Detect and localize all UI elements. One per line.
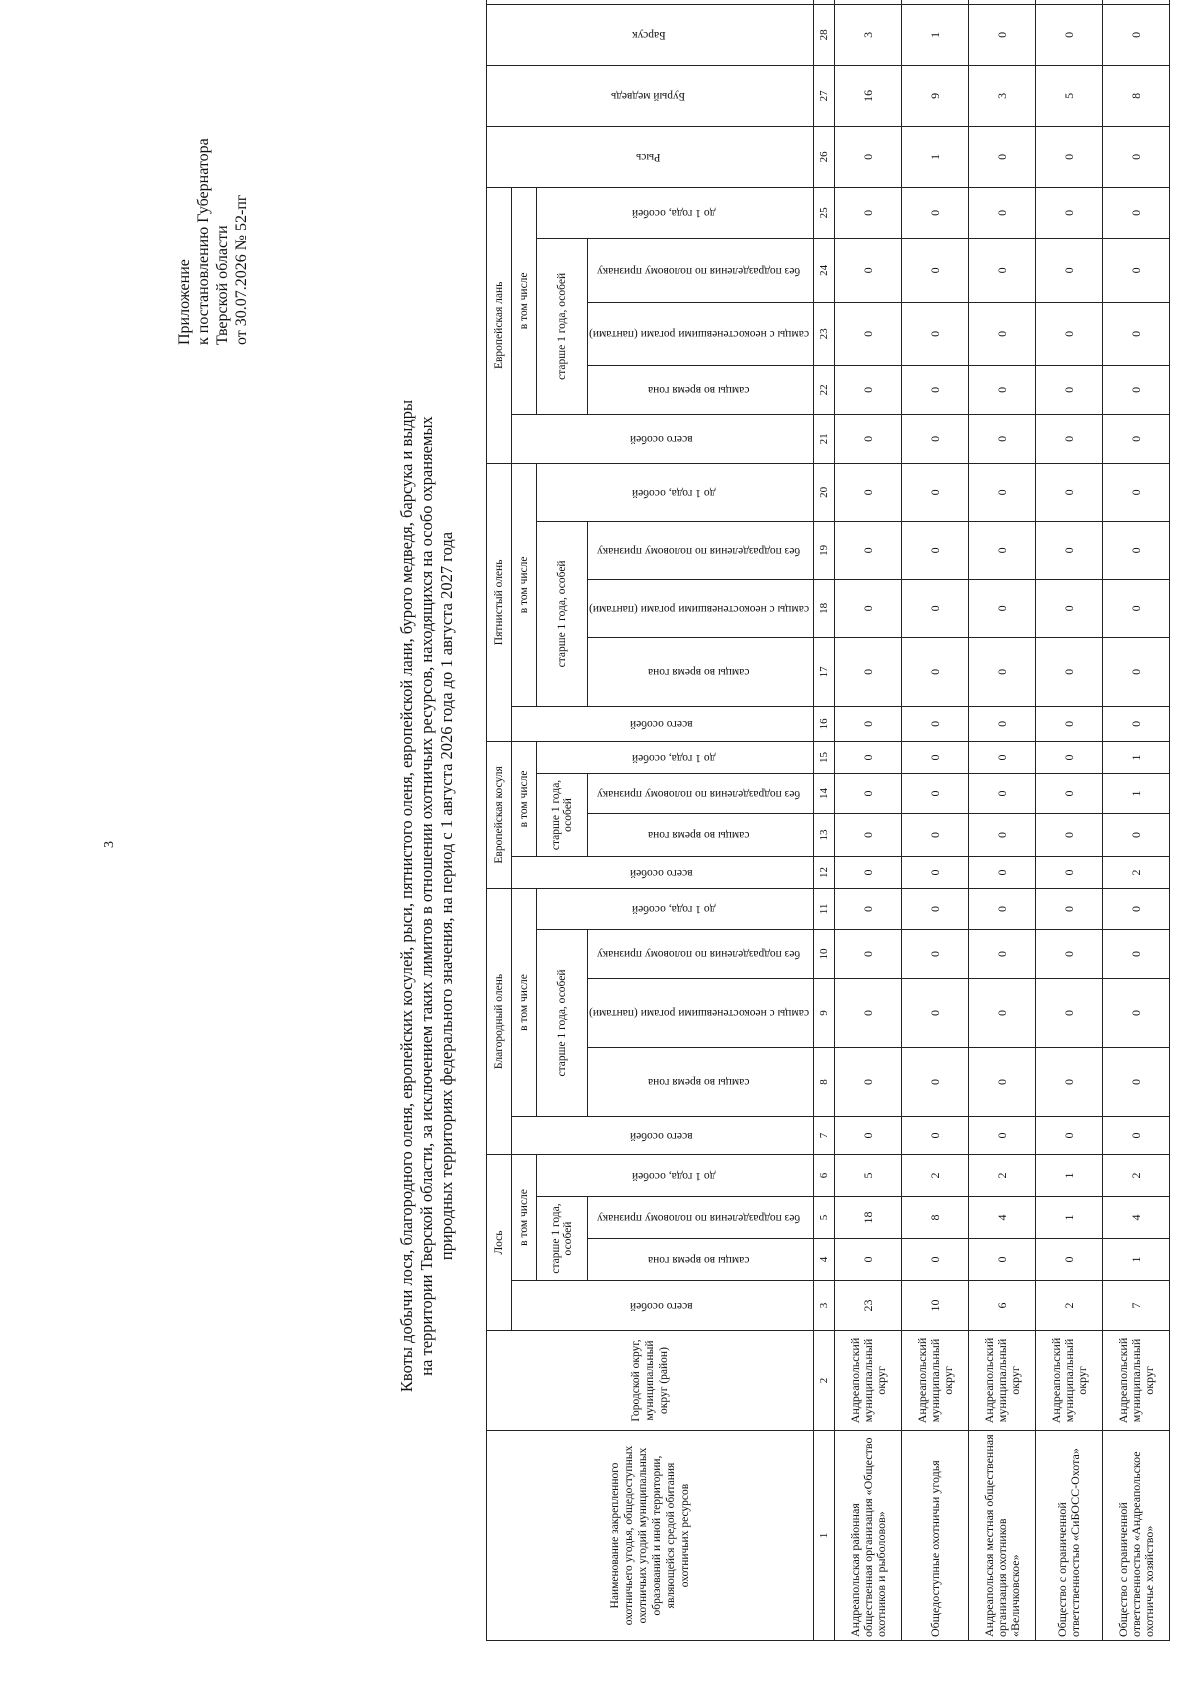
quota-value: 0 <box>1036 813 1103 856</box>
header-sika-deer-older: старше 1 года, особей <box>537 521 588 706</box>
quota-value: 0 <box>835 929 902 978</box>
header-sika-deer-under-one: до 1 года, особей <box>537 463 814 521</box>
quota-value: 0 <box>1036 126 1103 187</box>
quota-value: 0 <box>902 773 969 813</box>
quota-value: 0 <box>1103 813 1170 856</box>
quota-value: 6 <box>969 1281 1036 1331</box>
quota-value: 0 <box>902 521 969 579</box>
quota-value: 1 <box>902 4 969 65</box>
quota-value: 0 <box>969 1239 1036 1281</box>
quota-value: 0 <box>969 978 1036 1047</box>
quota-value: 0 <box>969 741 1036 773</box>
column-number: 18 <box>814 579 835 637</box>
quota-value: 0 <box>835 521 902 579</box>
column-number: 14 <box>814 773 835 813</box>
quota-value: 0 <box>1036 1116 1103 1154</box>
header-fallow-deer-including: в том числе <box>512 187 537 414</box>
title-line: на территории Тверской области, за исключением таких лимитов в отношении охотничьих ресурсов, находящихся на особо охраняемых <box>417 416 436 1376</box>
header-badger: Барсук <box>487 4 814 65</box>
quota-value: 4 <box>969 1197 1036 1239</box>
quota-value: 0 <box>902 856 969 888</box>
quota-value: 2 <box>1103 856 1170 888</box>
column-number: 17 <box>814 637 835 706</box>
quota-value: 0 <box>1036 463 1103 521</box>
column-number: 27 <box>814 65 835 126</box>
district-name: Андреапольский муниципальный округ <box>1103 1331 1170 1431</box>
quota-value: 0 <box>969 365 1036 414</box>
hunting-ground-name: Андреапольская районная общественная организация «Общество охотников и рыболовов» <box>835 1431 902 1641</box>
quota-value: 8 <box>902 1197 969 1239</box>
quota-value: 0 <box>835 637 902 706</box>
quota-value: 0 <box>1103 521 1170 579</box>
quota-value: 3 <box>969 65 1036 126</box>
table-row <box>969 0 1036 1641</box>
column-number: 24 <box>814 238 835 302</box>
title-line: Квоты добычи лося, благородного оленя, европейских косулей, рыси, пятнистого оленя, европейской лани, бурого медведя, барсука и выдры <box>397 399 416 1393</box>
quota-value: 10 <box>902 1281 969 1331</box>
header-moose-older: старше 1 года, особей <box>537 1197 588 1281</box>
header-fallow-deer-no-sex: без подразделения по половому признаку <box>588 238 814 302</box>
quota-value: 1 <box>902 126 969 187</box>
quota-value: 0 <box>1036 637 1103 706</box>
quota-value <box>1103 0 1170 4</box>
hunting-ground-name: Общедоступные охотничьи угодья <box>902 1431 969 1641</box>
title-line: природных территориях федерального значения, на период с 1 августа 2026 года до 1 августа 2027 года <box>437 531 456 1261</box>
quota-value: 0 <box>1103 238 1170 302</box>
quota-value: 0 <box>969 1116 1036 1154</box>
column-number: 20 <box>814 463 835 521</box>
table-row <box>902 0 969 1641</box>
quota-value: 0 <box>1103 365 1170 414</box>
column-number: 23 <box>814 302 835 365</box>
quota-value: 0 <box>902 579 969 637</box>
column-number: 4 <box>814 1239 835 1281</box>
quota-value: 0 <box>1103 978 1170 1047</box>
header-roe-deer-older: старше 1 года, особей <box>537 773 588 856</box>
column-number: 26 <box>814 126 835 187</box>
quota-value: 0 <box>1103 637 1170 706</box>
header-sika-deer-antler-males: самцы с неокостеневшими рогами (пантами) <box>588 579 814 637</box>
quota-value: 1 <box>1103 741 1170 773</box>
district-name: Андреапольский муниципальный округ <box>835 1331 902 1431</box>
quota-value: 0 <box>1103 302 1170 365</box>
hunting-ground-name: Общество с ограниченной ответственностью «СиБОСС-Охота» <box>1036 1431 1103 1641</box>
column-number: 21 <box>814 414 835 463</box>
quota-value: 0 <box>902 741 969 773</box>
quota-value: 0 <box>969 773 1036 813</box>
district-name: Андреапольский муниципальный округ <box>902 1331 969 1431</box>
quota-value: 0 <box>1036 741 1103 773</box>
column-number: 13 <box>814 813 835 856</box>
quota-value: 0 <box>969 813 1036 856</box>
column-number <box>814 0 835 4</box>
header-fallow-deer-total: всего особей <box>512 414 814 463</box>
quota-value: 0 <box>969 888 1036 929</box>
quota-value: 0 <box>835 741 902 773</box>
header-sika-deer: Пятнистый олень <box>487 463 512 741</box>
header-fallow-deer-antler-males: самцы с неокостеневшими рогами (пантами) <box>588 302 814 365</box>
quota-value: 0 <box>835 706 902 741</box>
quota-value: 0 <box>1036 929 1103 978</box>
column-number: 8 <box>814 1047 835 1116</box>
header-red-deer-under-one: до 1 года, особей <box>537 888 814 929</box>
quota-value: 0 <box>902 637 969 706</box>
quota-value: 0 <box>835 888 902 929</box>
header-sika-deer-total: всего особей <box>512 706 814 741</box>
column-number: 1 <box>814 1431 835 1641</box>
quota-value: 0 <box>902 929 969 978</box>
district-name: Андреапольский муниципальный округ <box>969 1331 1036 1431</box>
quota-value: 0 <box>835 238 902 302</box>
quota-value: 0 <box>1103 1047 1170 1116</box>
header-moose-rut-males: самцы во время гона <box>588 1239 814 1281</box>
page-number: 3 <box>102 841 117 848</box>
quota-value: 0 <box>902 706 969 741</box>
header-red-deer: Благородный олень <box>487 888 512 1154</box>
column-number: 16 <box>814 706 835 741</box>
quota-value: 0 <box>1103 187 1170 238</box>
quota-value: 0 <box>1103 1116 1170 1154</box>
quota-value: 0 <box>835 414 902 463</box>
hunting-ground-name: Андреапольская местная общественная организация охотников «Величковское» <box>969 1431 1036 1641</box>
attachment-line: Тверской области <box>214 225 231 345</box>
quota-value: 1 <box>1103 1239 1170 1281</box>
header-fallow-deer: Европейская лань <box>487 187 512 463</box>
column-number: 5 <box>814 1197 835 1239</box>
quota-value: 1 <box>1036 1154 1103 1196</box>
quota-value: 7 <box>1103 1281 1170 1331</box>
quota-value: 0 <box>969 579 1036 637</box>
quota-value: 0 <box>1103 706 1170 741</box>
quota-value: 0 <box>969 414 1036 463</box>
header-moose-including: в том числе <box>512 1154 537 1280</box>
attachment-line: от 30.07.2026 № 52-пг <box>233 194 250 345</box>
header-roe-deer-no-sex: без подразделения по половому признаку <box>588 773 814 813</box>
attachment-line: Приложение <box>176 259 193 345</box>
header-moose-under-one: до 1 года, особей <box>537 1154 814 1196</box>
quota-value: 0 <box>835 813 902 856</box>
column-number: 25 <box>814 187 835 238</box>
quota-value: 0 <box>969 4 1036 65</box>
quota-value: 9 <box>902 65 969 126</box>
quota-value: 0 <box>902 463 969 521</box>
table-row <box>1103 0 1170 1641</box>
quota-value: 0 <box>1036 888 1103 929</box>
quota-value: 8 <box>1103 65 1170 126</box>
quota-value: 2 <box>1036 1281 1103 1331</box>
quota-value: 0 <box>969 706 1036 741</box>
quota-value: 0 <box>1103 4 1170 65</box>
header-fallow-deer-older: старше 1 года, особей <box>537 238 588 414</box>
quota-value: 5 <box>835 1154 902 1196</box>
quota-value: 0 <box>835 978 902 1047</box>
quota-value: 0 <box>1036 414 1103 463</box>
quota-value: 0 <box>835 773 902 813</box>
header-red-deer-total: всего особей <box>512 1116 814 1154</box>
column-number: 6 <box>814 1154 835 1196</box>
header-sika-deer-including: в том числе <box>512 463 537 706</box>
quota-value: 0 <box>1036 4 1103 65</box>
quota-value: 0 <box>969 856 1036 888</box>
header-roe-deer-including: в том числе <box>512 741 537 856</box>
quota-value: 0 <box>835 365 902 414</box>
quota-value: 0 <box>835 126 902 187</box>
quota-value: 0 <box>835 1047 902 1116</box>
header-lynx: Рысь <box>487 126 814 187</box>
header-moose: Лось <box>487 1154 512 1330</box>
quota-value: 0 <box>902 302 969 365</box>
quota-value: 0 <box>969 126 1036 187</box>
quota-value: 0 <box>1036 521 1103 579</box>
table-row <box>835 0 902 1641</box>
quota-value <box>902 0 969 4</box>
header-red-deer-including: в том числе <box>512 888 537 1116</box>
column-number: 12 <box>814 856 835 888</box>
header-red-deer-no-sex: без подразделения по половому признаку <box>588 929 814 978</box>
quota-value: 1 <box>1103 773 1170 813</box>
quota-value: 0 <box>902 1239 969 1281</box>
column-number: 15 <box>814 741 835 773</box>
quota-value: 0 <box>1103 126 1170 187</box>
quota-value: 0 <box>969 187 1036 238</box>
column-number-row-group <box>814 0 835 1641</box>
quota-value: 0 <box>835 1116 902 1154</box>
column-number: 10 <box>814 929 835 978</box>
quota-value: 2 <box>1103 1154 1170 1196</box>
district-name: Андреапольский муниципальный округ <box>1036 1331 1103 1431</box>
quota-value: 0 <box>1103 929 1170 978</box>
quota-value: 0 <box>835 1239 902 1281</box>
quota-value: 0 <box>969 929 1036 978</box>
table-row <box>1036 0 1103 1641</box>
quota-value: 16 <box>835 65 902 126</box>
header-roe-deer-under-one: до 1 года, особей <box>537 741 814 773</box>
quota-value <box>1036 0 1103 4</box>
quota-value: 23 <box>835 1281 902 1331</box>
quota-value: 0 <box>835 302 902 365</box>
table-header <box>487 0 814 1641</box>
quota-value: 3 <box>835 4 902 65</box>
header-roe-deer-total: всего особей <box>512 856 814 888</box>
column-number: 7 <box>814 1116 835 1154</box>
quota-value: 0 <box>902 888 969 929</box>
document-title <box>397 371 457 1421</box>
header-fallow-deer-under-one: до 1 года, особей <box>537 187 814 238</box>
quota-value: 5 <box>1036 65 1103 126</box>
hunting-ground-name: Общество с ограниченной ответственностью «Андреапольское охотничье хозяйство» <box>1103 1431 1170 1641</box>
quota-table <box>486 0 1170 1641</box>
header-red-deer-older: старше 1 года, особей <box>537 929 588 1116</box>
quota-value: 0 <box>1036 579 1103 637</box>
quota-value: 0 <box>902 813 969 856</box>
attachment-line: к постановлению Губернатора <box>195 138 212 345</box>
column-number: 19 <box>814 521 835 579</box>
quota-value: 0 <box>902 1047 969 1116</box>
column-number: 3 <box>814 1281 835 1331</box>
column-number: 2 <box>814 1331 835 1431</box>
quota-value: 0 <box>1036 978 1103 1047</box>
table-body <box>835 0 1170 1641</box>
column-number-row <box>814 0 835 1641</box>
header-moose-no-sex: без подразделения по половому признаку <box>588 1197 814 1239</box>
quota-value: 0 <box>835 187 902 238</box>
quota-value: 0 <box>969 238 1036 302</box>
quota-value: 0 <box>835 856 902 888</box>
quota-value: 0 <box>902 414 969 463</box>
header-sika-deer-no-sex: без подразделения по половому признаку <box>588 521 814 579</box>
quota-value: 0 <box>1036 187 1103 238</box>
quota-value: 0 <box>902 1116 969 1154</box>
header-roe-deer-rut-males: самцы во время гона <box>588 813 814 856</box>
quota-value <box>969 0 1036 4</box>
quota-value: 1 <box>1036 1197 1103 1239</box>
header-district: Городской округ, муниципальный округ (район) <box>487 1331 814 1431</box>
quota-value: 0 <box>1103 414 1170 463</box>
quota-value: 0 <box>902 238 969 302</box>
quota-value: 4 <box>1103 1197 1170 1239</box>
header-red-deer-antler-males: самцы с неокостеневшими рогами (пантами) <box>588 978 814 1047</box>
header-fallow-deer-rut-males: самцы во время гона <box>588 365 814 414</box>
quota-value: 18 <box>835 1197 902 1239</box>
quota-value: 0 <box>835 579 902 637</box>
header-hunting-ground: Наименование закрепленного охотничьего угодья, общедоступных охотничьих угодий муниципальных образований и иной территории, являющейся средой обитания охотничьих ресурсов <box>487 1431 814 1641</box>
quota-value: 0 <box>1103 888 1170 929</box>
header-moose-total: всего особей <box>512 1281 814 1331</box>
column-number: 11 <box>814 888 835 929</box>
column-number: 9 <box>814 978 835 1047</box>
quota-value: 0 <box>1036 706 1103 741</box>
column-number: 22 <box>814 365 835 414</box>
quota-value: 0 <box>969 521 1036 579</box>
header-roe-deer: Европейская косуля <box>487 741 512 888</box>
quota-value <box>835 0 902 4</box>
header-otter <box>487 0 814 4</box>
quota-value: 0 <box>969 463 1036 521</box>
quota-value: 0 <box>1036 302 1103 365</box>
quota-value: 0 <box>1036 238 1103 302</box>
header-red-deer-rut-males: самцы во время гона <box>588 1047 814 1116</box>
column-number: 28 <box>814 4 835 65</box>
quota-value: 0 <box>969 1047 1036 1116</box>
quota-value: 0 <box>1036 773 1103 813</box>
quota-value: 0 <box>1103 579 1170 637</box>
quota-value: 2 <box>969 1154 1036 1196</box>
quota-value: 0 <box>1036 1239 1103 1281</box>
quota-value: 2 <box>902 1154 969 1196</box>
quota-value: 0 <box>902 978 969 1047</box>
attachment-block <box>175 138 251 345</box>
quota-value: 0 <box>902 365 969 414</box>
quota-value: 0 <box>1036 856 1103 888</box>
quota-value: 0 <box>969 302 1036 365</box>
quota-value: 0 <box>1036 1047 1103 1116</box>
quota-value: 0 <box>835 463 902 521</box>
quota-value: 0 <box>1036 365 1103 414</box>
header-brown-bear: Бурый медведь <box>487 65 814 126</box>
quota-value: 0 <box>1103 463 1170 521</box>
header-sika-deer-rut-males: самцы во время гона <box>588 637 814 706</box>
quota-value: 0 <box>969 637 1036 706</box>
quota-value: 0 <box>902 187 969 238</box>
